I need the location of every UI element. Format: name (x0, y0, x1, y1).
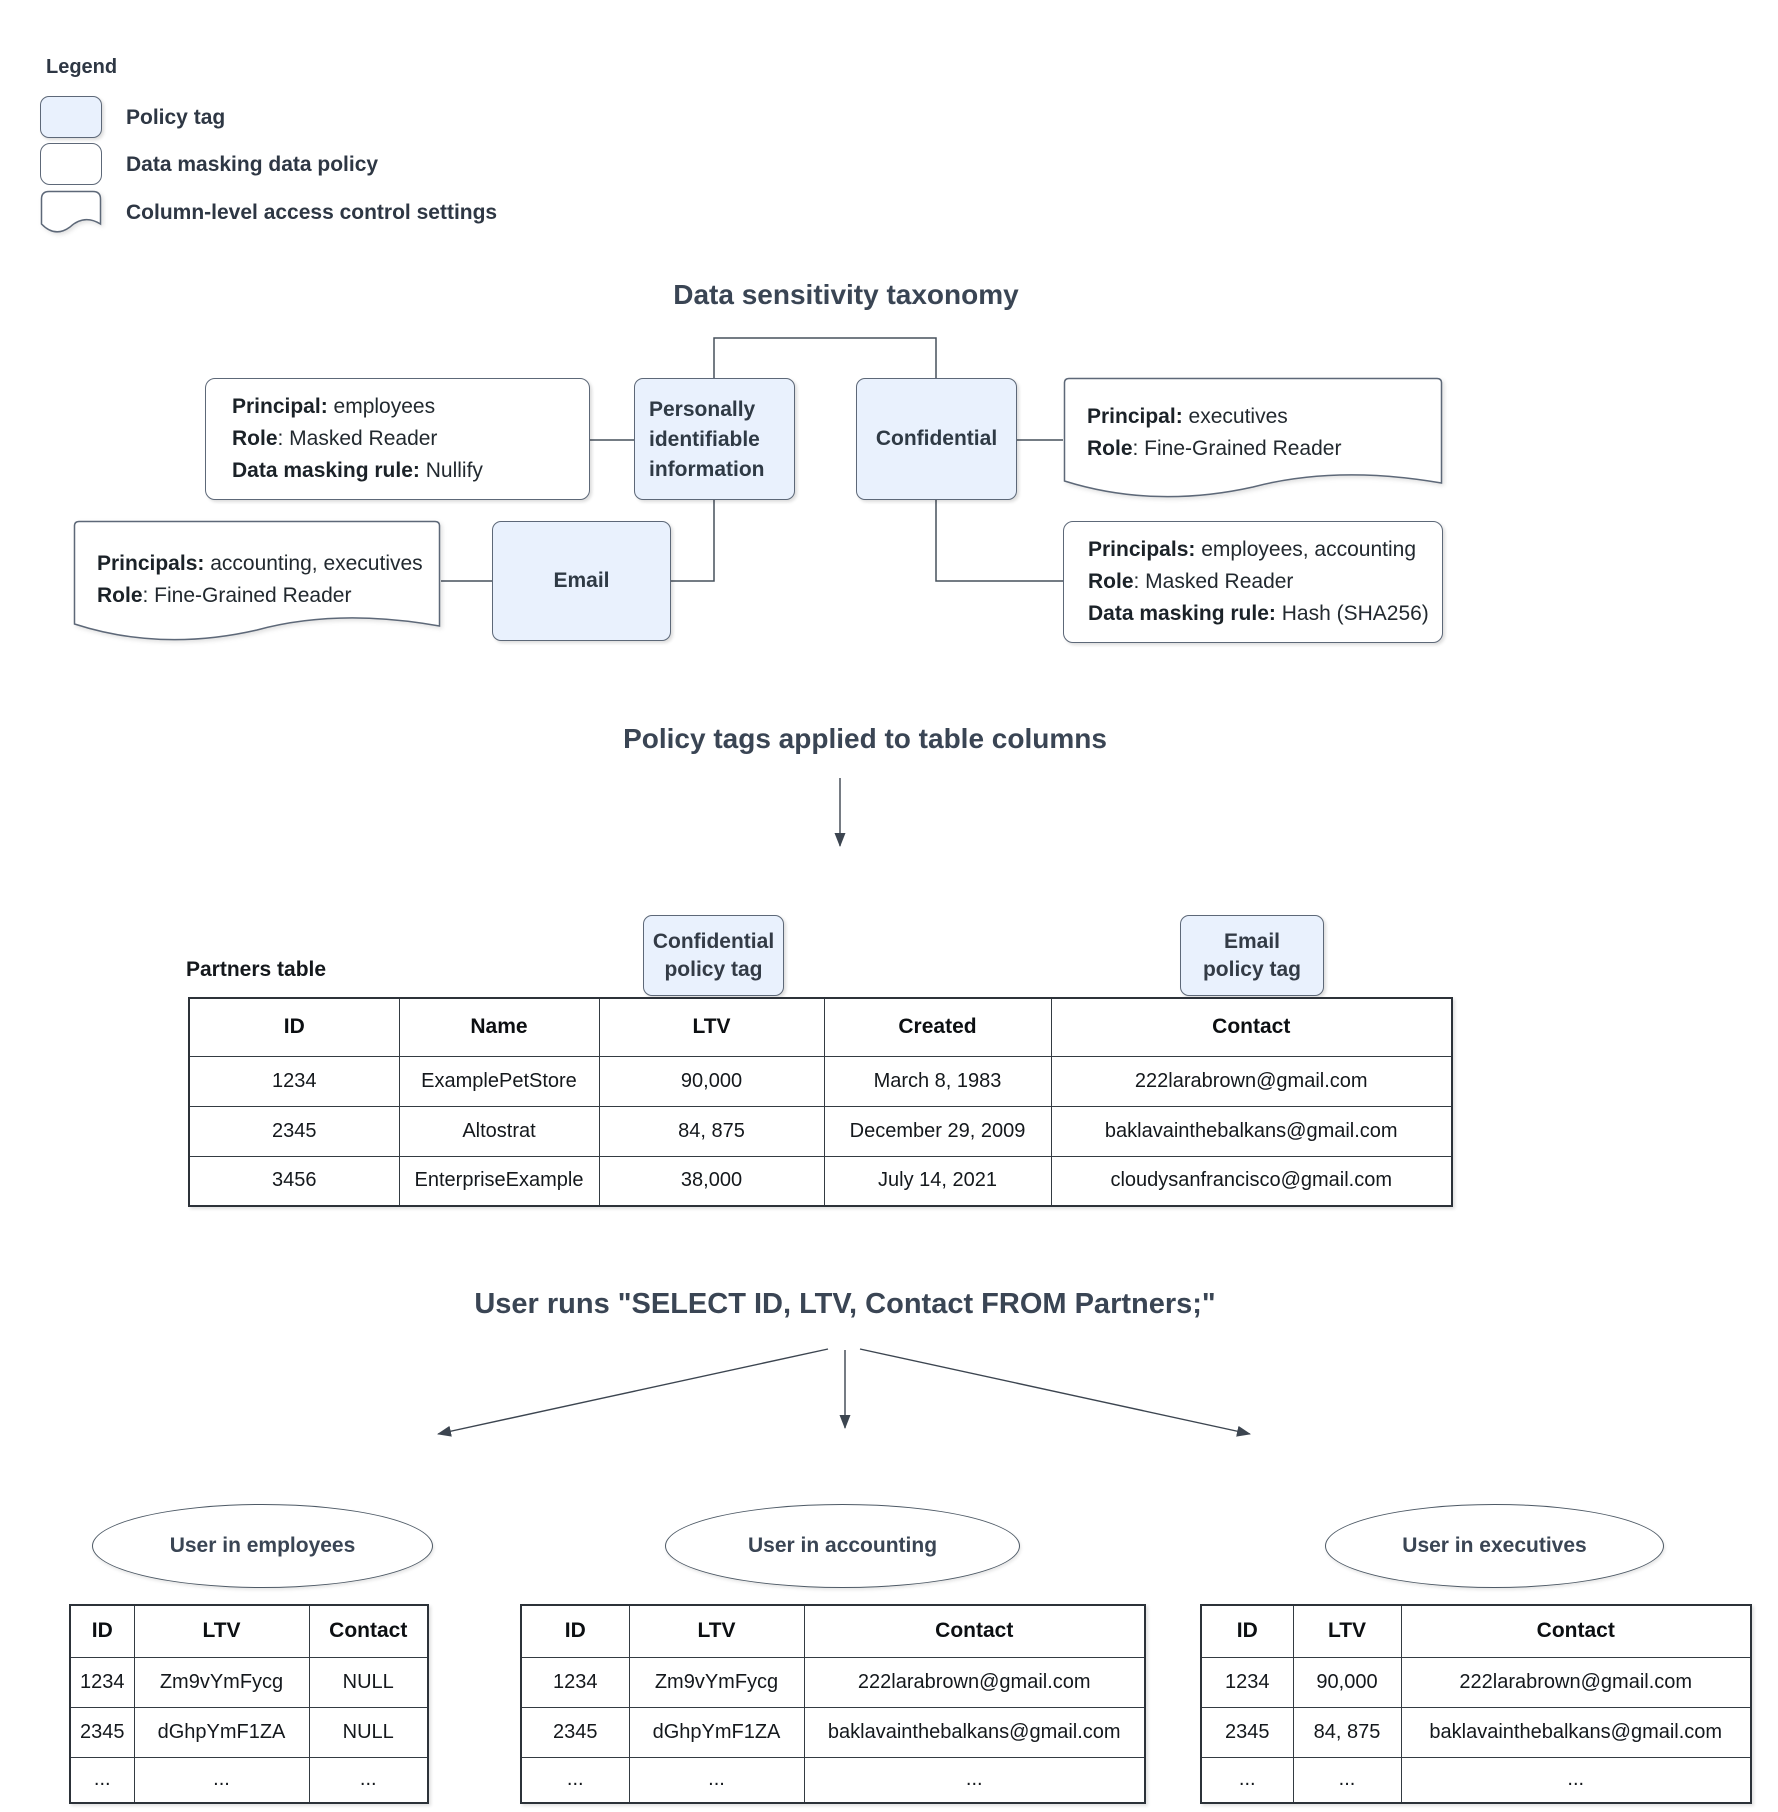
ellipse-label: User in accounting (747, 1534, 938, 1557)
result-header-row (1201, 1605, 1751, 1657)
callout-line: policy tag (1202, 958, 1302, 981)
cell: Zm9vYmFycg (629, 1657, 804, 1707)
col-header: ID (70, 1605, 134, 1657)
accounting-result-table (520, 1604, 1146, 1804)
cell: baklavainthebalkans@gmail.com (1401, 1707, 1751, 1757)
taxonomy-root-connector (714, 338, 936, 378)
cell: 1234 (189, 1056, 399, 1106)
policy-tag-confidential (856, 378, 1017, 500)
cell: EnterpriseExample (399, 1156, 599, 1206)
cell: 222larabrown@gmail.com (804, 1657, 1145, 1707)
legend-policy-tag-swatch (40, 96, 102, 138)
cell: 1234 (521, 1657, 629, 1707)
cell: December 29, 2009 (824, 1106, 1051, 1156)
table-row (521, 1707, 1145, 1757)
policy-line: Role: Masked Reader (1088, 570, 1294, 593)
col-header: Contact (1051, 998, 1452, 1056)
col-header: ID (189, 998, 399, 1056)
table-row (189, 1156, 1452, 1206)
cell: 2345 (189, 1106, 399, 1156)
policy-tag-pii (634, 378, 795, 500)
cell: NULL (309, 1707, 428, 1757)
cell: dGhpYmF1ZA (629, 1707, 804, 1757)
email-access-text (97, 548, 423, 612)
cell: ... (629, 1757, 804, 1803)
cell: 1234 (70, 1657, 134, 1707)
ellipse-label: User in employees (169, 1534, 356, 1557)
policy-line: Principal: executives (1087, 405, 1288, 428)
col-header: ID (1201, 1605, 1293, 1657)
taxonomy-section-title: Data sensitivity taxonomy (673, 279, 1019, 310)
cell: ... (521, 1757, 629, 1803)
cell: ... (1293, 1757, 1401, 1803)
confidential-access-text (1087, 401, 1341, 465)
legend-data-policy-swatch (40, 143, 102, 185)
cell: Altostrat (399, 1106, 599, 1156)
legend-title: Legend (46, 56, 118, 78)
connector-email-to-pii (671, 500, 714, 581)
partners-table-label: Partners table (186, 958, 327, 981)
policy-line: Role: Masked Reader (232, 427, 438, 450)
email-access-doc (73, 520, 441, 650)
partners-header-row (189, 998, 1452, 1056)
confidential-data-masking-policy-box (1063, 521, 1443, 643)
policy-tag-confidential-label: Confidential (875, 427, 998, 450)
result-header-row (521, 1605, 1145, 1657)
confidential-policy-tag-callout (643, 915, 784, 996)
cell: 90,000 (1293, 1657, 1401, 1707)
cell: ... (1201, 1757, 1293, 1803)
legend-item-data-policy: Data masking data policy (126, 153, 379, 176)
cell: 90,000 (599, 1056, 824, 1106)
policy-line: Principal: employees (232, 395, 436, 418)
email-policy-tag-callout (1180, 915, 1324, 996)
table-row (521, 1757, 1145, 1803)
arrow-to-employees (438, 1349, 828, 1434)
user-accounting-ellipse (665, 1504, 1020, 1588)
user-executives-ellipse (1325, 1504, 1664, 1588)
document-icon (40, 190, 102, 238)
table-row (1201, 1657, 1751, 1707)
cell: 1234 (1201, 1657, 1293, 1707)
pii-data-masking-policy-box (205, 378, 590, 500)
cell: baklavainthebalkans@gmail.com (804, 1707, 1145, 1757)
policy-line: Principals: employees, accounting (1088, 538, 1417, 561)
table-row (70, 1757, 428, 1803)
user-employees-ellipse (92, 1504, 433, 1588)
cell: March 8, 1983 (824, 1056, 1051, 1106)
table-row (1201, 1757, 1751, 1803)
table-row (70, 1657, 428, 1707)
table-row (189, 1056, 1452, 1106)
policy-tag-pii-label: Personally identifiable information (649, 398, 765, 481)
col-header: ID (521, 1605, 629, 1657)
cell: 222larabrown@gmail.com (1051, 1056, 1452, 1106)
cell: Zm9vYmFycg (134, 1657, 309, 1707)
result-header-row (70, 1605, 428, 1657)
cell: July 14, 2021 (824, 1156, 1051, 1206)
cell: ... (134, 1757, 309, 1803)
col-header: LTV (1293, 1605, 1401, 1657)
policy-line: Data masking rule: Nullify (232, 459, 483, 482)
cell: dGhpYmF1ZA (134, 1707, 309, 1757)
cell: 2345 (70, 1707, 134, 1757)
confidential-access-doc (1063, 377, 1443, 507)
policy-line: Data masking rule: Hash (SHA256) (1088, 602, 1429, 625)
table-row (70, 1707, 428, 1757)
col-header: Created (824, 998, 1051, 1056)
col-header: LTV (134, 1605, 309, 1657)
policy-tag-email-label: Email (553, 569, 610, 592)
partners-table (188, 997, 1453, 1207)
cell: ... (804, 1757, 1145, 1803)
cell: 222larabrown@gmail.com (1401, 1657, 1751, 1707)
cell: ... (70, 1757, 134, 1803)
employees-result-table (69, 1604, 429, 1804)
col-header: Name (399, 998, 599, 1056)
col-header: LTV (599, 998, 824, 1056)
legend-item-policy-tag: Policy tag (126, 106, 226, 129)
cell: ... (1401, 1757, 1751, 1803)
arrow-to-executives (860, 1349, 1250, 1434)
applied-section-title: Policy tags applied to table columns (623, 723, 1107, 754)
policy-line: Role: Fine-Grained Reader (97, 584, 352, 607)
cell: 84, 875 (599, 1106, 824, 1156)
cell: ExamplePetStore (399, 1056, 599, 1106)
executives-result-table (1200, 1604, 1752, 1804)
cell: baklavainthebalkans@gmail.com (1051, 1106, 1452, 1156)
callout-line: Email (1223, 930, 1281, 953)
callout-line: Confidential (652, 930, 775, 953)
table-row (189, 1106, 1452, 1156)
table-row (521, 1657, 1145, 1707)
cell: NULL (309, 1657, 428, 1707)
col-header: Contact (309, 1605, 428, 1657)
cell: 84, 875 (1293, 1707, 1401, 1757)
col-header: LTV (629, 1605, 804, 1657)
legend-item-access-control: Column-level access control settings (126, 201, 498, 224)
col-header: Contact (804, 1605, 1145, 1657)
legend-document-swatch (40, 190, 102, 238)
cell: 2345 (1201, 1707, 1293, 1757)
table-row (1201, 1707, 1751, 1757)
policy-line: Principals: accounting, executives (97, 552, 423, 575)
col-header: Contact (1401, 1605, 1751, 1657)
policy-line: Role: Fine-Grained Reader (1087, 437, 1342, 460)
cell: 38,000 (599, 1156, 824, 1206)
cell: cloudysanfrancisco@gmail.com (1051, 1156, 1452, 1206)
callout-line: policy tag (664, 958, 763, 981)
cell: 2345 (521, 1707, 629, 1757)
query-section-title: User runs "SELECT ID, LTV, Contact FROM Partners;" (474, 1288, 1216, 1320)
connector-confidential-policy (936, 500, 1063, 581)
cell: ... (309, 1757, 428, 1803)
cell: 3456 (189, 1156, 399, 1206)
policy-tag-email (492, 521, 671, 641)
ellipse-label: User in executives (1402, 1534, 1587, 1557)
